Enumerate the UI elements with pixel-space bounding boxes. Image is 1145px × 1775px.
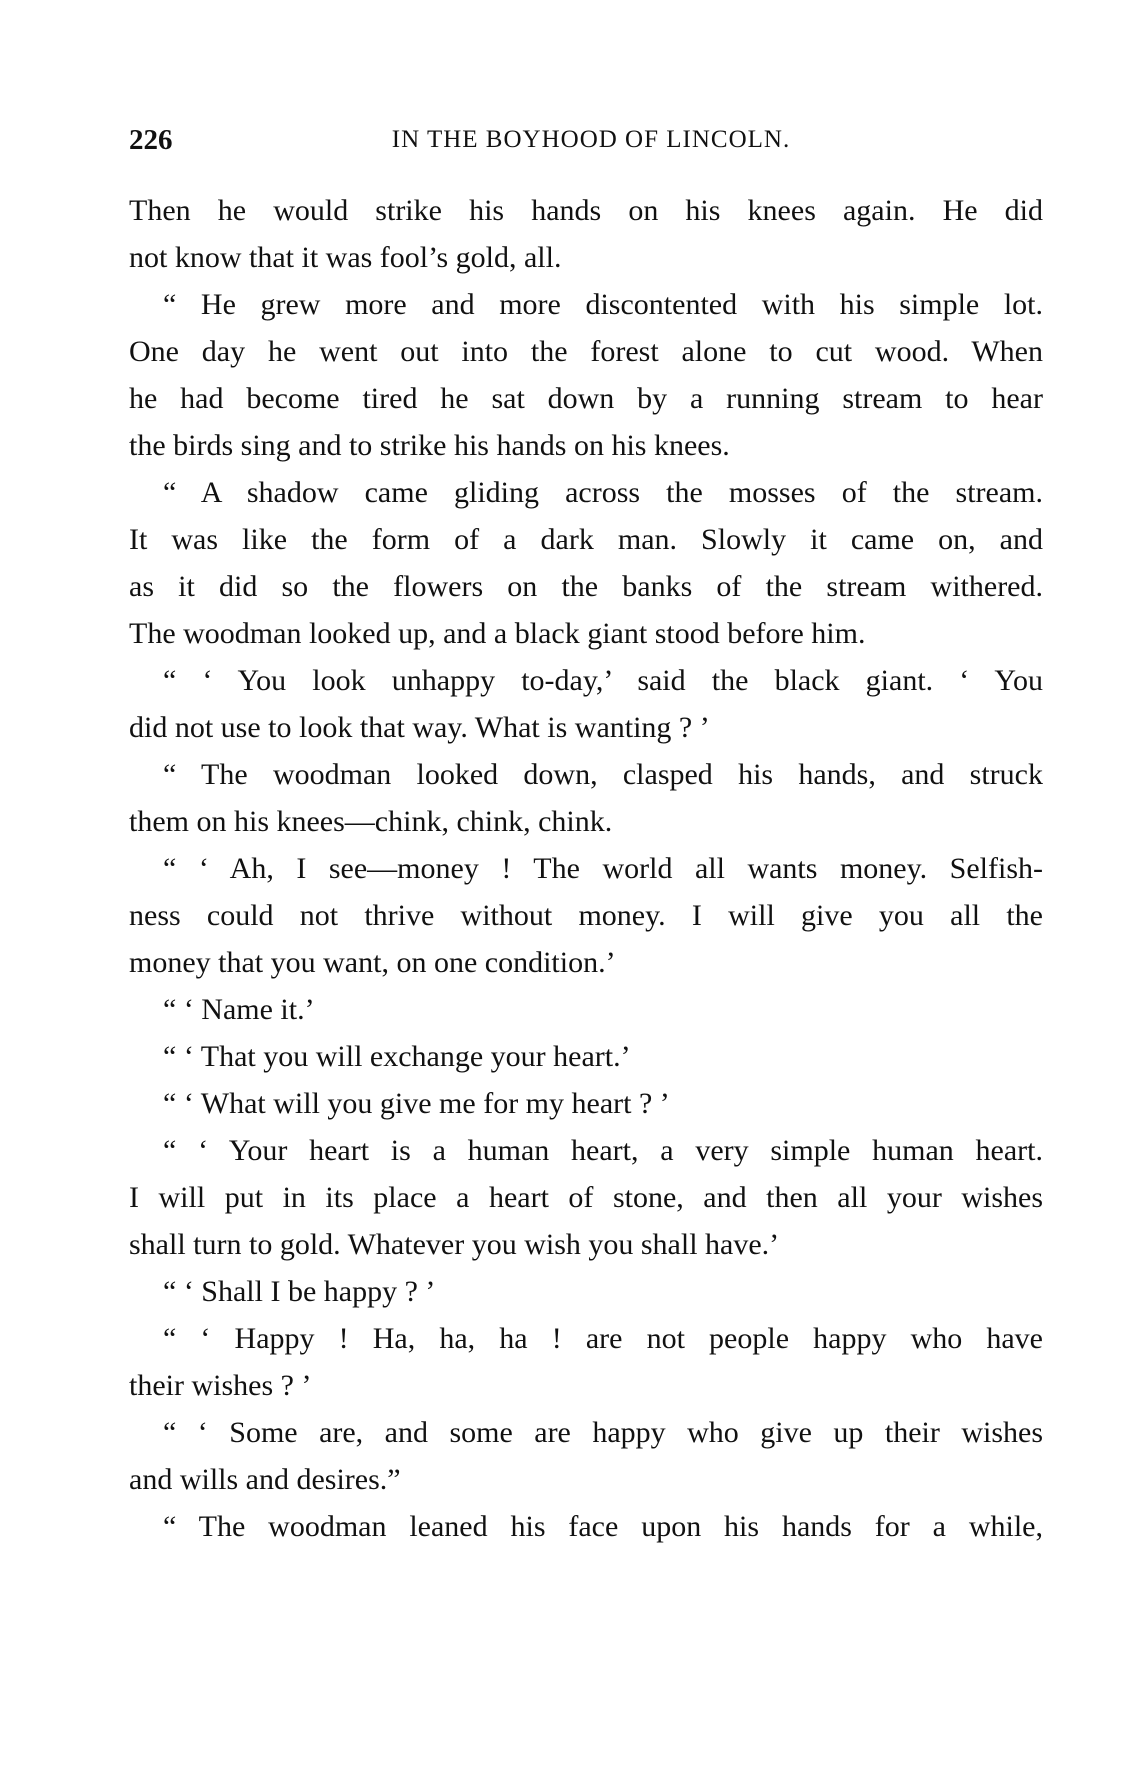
text-line: he had become tired he sat down by a running stream to hear <box>129 382 1043 415</box>
text-line: “ ‘ Name it.’ <box>163 993 315 1026</box>
text-line: them on his knees—chink, chink, chink. <box>129 805 613 838</box>
text-line: “ ‘ Shall I be happy ? ’ <box>163 1275 436 1308</box>
text-line: ness could not thrive without money. I will give you all the <box>129 899 1043 932</box>
paragraph <box>129 657 1043 751</box>
text-line: “ He grew more and more discontented with his simple lot. <box>163 288 1043 321</box>
text-line: It was like the form of a dark man. Slowly it came on, and <box>129 523 1043 556</box>
paragraph <box>129 281 1043 469</box>
text-line: “ ‘ What will you give me for my heart ? ’ <box>163 1087 670 1120</box>
paragraph <box>129 1409 1043 1503</box>
paragraph <box>129 1268 1043 1315</box>
paragraph <box>129 1127 1043 1268</box>
page-header <box>129 120 1043 160</box>
text-line: “ The woodman looked down, clasped his hands, and struck <box>163 758 1043 791</box>
text-line: “ ‘ Ah, I see—money ! The world all wants money. Selfish- <box>163 852 1043 885</box>
page-body <box>129 187 1043 1550</box>
text-line: “ ‘ Your heart is a human heart, a very simple human heart. <box>163 1134 1043 1167</box>
paragraph <box>129 1080 1043 1127</box>
text-line: “ ‘ Happy ! Ha, ha, ha ! are not people happy who have <box>163 1322 1043 1355</box>
text-line: One day he went out into the forest alone to cut wood. When <box>129 335 1043 368</box>
text-line: “ A shadow came gliding across the mosses of the stream. <box>163 476 1043 509</box>
text-line: “ ‘ That you will exchange your heart.’ <box>163 1040 631 1073</box>
text-line: Then he would strike his hands on his knees again. He did <box>129 194 1043 227</box>
text-line: The woodman looked up, and a black giant stood before him. <box>129 617 866 650</box>
text-line: money that you want, on one condition.’ <box>129 946 616 979</box>
page-number: 226 <box>129 124 173 156</box>
paragraph <box>129 187 1043 281</box>
paragraph <box>129 1315 1043 1409</box>
text-line: “ ‘ Some are, and some are happy who give up their wishes <box>163 1416 1043 1449</box>
text-line: their wishes ? ’ <box>129 1369 312 1402</box>
paragraph <box>129 1033 1043 1080</box>
paragraph <box>129 845 1043 986</box>
text-line: and wills and desires.” <box>129 1463 401 1496</box>
paragraph <box>129 751 1043 845</box>
text-line: the birds sing and to strike his hands on his knees. <box>129 429 730 462</box>
paragraph <box>129 1503 1043 1550</box>
text-line: “ ‘ You look unhappy to-day,’ said the black giant. ‘ You <box>163 664 1043 697</box>
paragraph <box>129 469 1043 657</box>
text-line: I will put in its place a heart of stone, and then all your wishes <box>129 1181 1043 1214</box>
text-line: shall turn to gold. Whatever you wish you shall have.’ <box>129 1228 780 1261</box>
text-line: “ The woodman leaned his face upon his hands for a while, <box>163 1510 1043 1543</box>
text-line: did not use to look that way. What is wanting ? ’ <box>129 711 710 744</box>
paragraph <box>129 986 1043 1033</box>
text-line: as it did so the flowers on the banks of the stream withered. <box>129 570 1043 603</box>
running-title: IN THE BOYHOOD OF LINCOLN. <box>391 126 791 153</box>
text-line: not know that it was fool’s gold, all. <box>129 241 562 274</box>
